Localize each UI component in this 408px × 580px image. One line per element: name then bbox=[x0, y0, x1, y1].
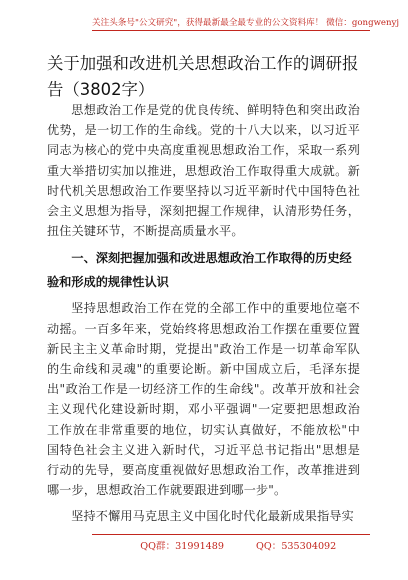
body-paragraph: 坚持思想政治工作在党的全部工作中的重要地位毫不动摇。一百多年来，党始终将思想政治工作摆在重要位置新民主主义革命时期，党提出"政治工作是一切革命军队的生命线和灵魂"的重要论断。新中国成立后，毛泽东提出"政治工作是一切经济工作的生命线"。改革开放和社会主义现代化建设新时期，邓小平强调"一定要把思想政治工作放在非常重要的地位，切实认真做好，不能放松"中国特色社会主义进入新时代，习近平总书记指出"思想是行动的先导，要高度重视做好思想政治工作，改革推进到哪一步，思想政治工作就要跟进到哪一步"。 bbox=[47, 301, 360, 498]
page-footer bbox=[92, 534, 370, 556]
footer-divider bbox=[92, 534, 370, 535]
header-notice: 关注头条号"公文研究"，获得最新最全最专业的公文资料库！ 微信：gongwenyj bbox=[92, 18, 400, 28]
document-title: 关于加强和改进机关思想政治工作的调研报告（3802字） bbox=[47, 54, 359, 99]
footer-qq-contact: QQ：535304092 bbox=[256, 541, 337, 552]
body-paragraph: 坚持不懈用马克思主义中国化时代化最新成果指导实 bbox=[71, 509, 354, 524]
section-heading: 一、深刻把握加强和改进思想政治工作取得的历史经验和形成的规律性认识 bbox=[47, 251, 352, 290]
intro-paragraph: 思想政治工作是党的优良传统、鲜明特色和突出政治优势，是一切工作的生命线。党的十八大以来，以习近平同志为核心的党中央高度重视思想政治工作，采取一系列重大举措切实加以推进，思想政治工作取得重大成就。新时代机关思想政治工作要坚持以习近平新时代中国特色社会主义思想为指导，深刻把握工作规律，认清形势任务，扭住关键环节，不断提高质量水平。 bbox=[47, 103, 360, 239]
footer-qq-group: QQ群：31991489 bbox=[140, 541, 224, 552]
page-header bbox=[92, 15, 400, 36]
document-body bbox=[47, 100, 360, 527]
header-divider bbox=[92, 30, 370, 31]
